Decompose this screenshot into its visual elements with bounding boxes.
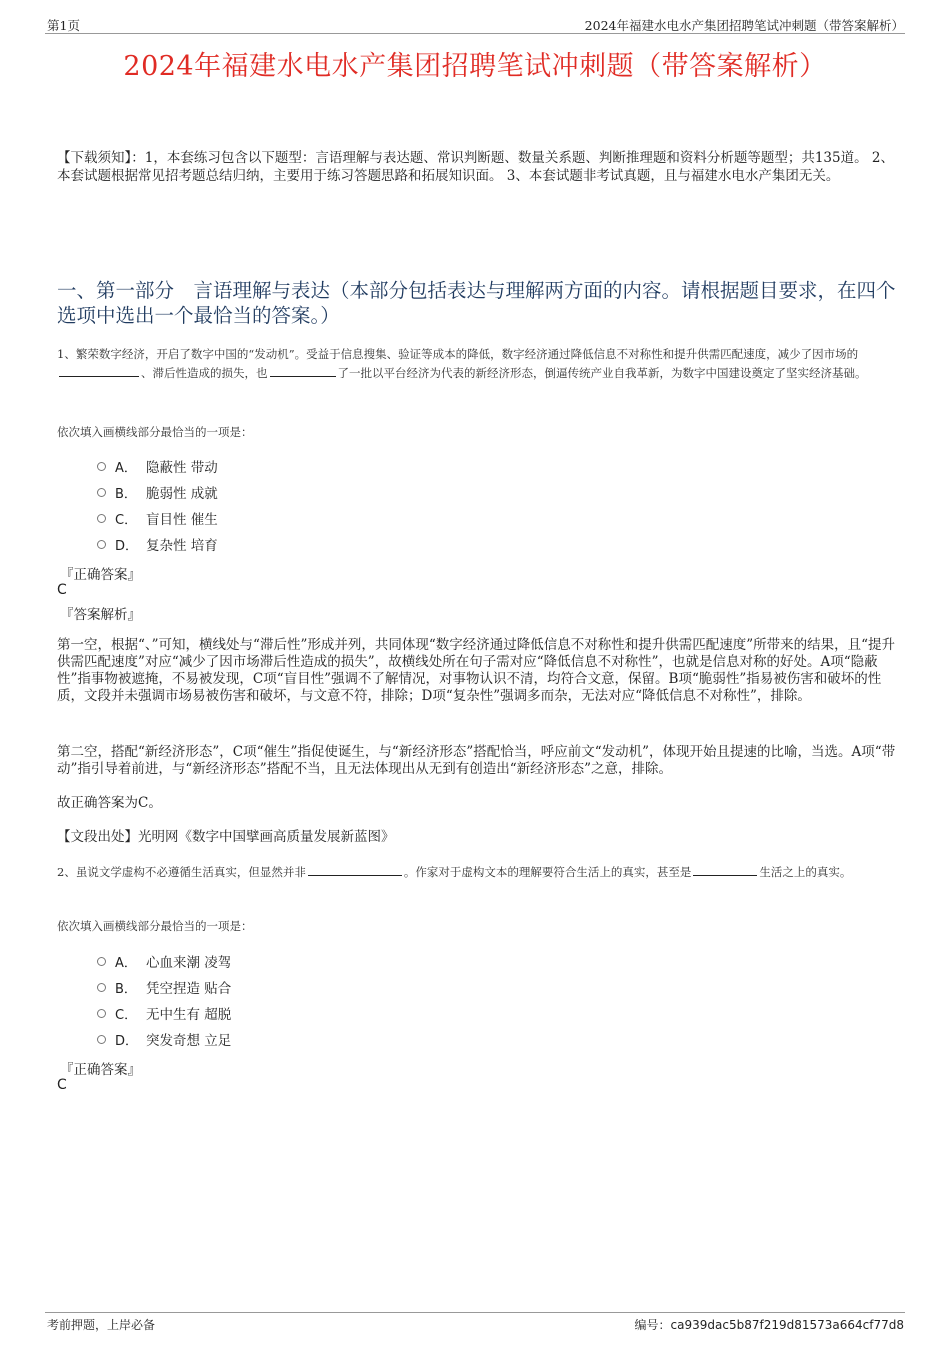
- radio-icon[interactable]: [97, 540, 106, 549]
- q1-prompt: 依次填入画横线部分最恰当的一项是：: [57, 425, 253, 439]
- q1-option-b[interactable]: [97, 482, 218, 502]
- option-letter: A．: [115, 955, 137, 971]
- radio-icon[interactable]: [97, 983, 106, 992]
- radio-icon[interactable]: [97, 488, 106, 497]
- q2-text-part2: 。作家对于虚构文本的理解要符合生活上的真实，甚至是: [403, 865, 692, 879]
- q2-option-c[interactable]: [97, 1003, 231, 1023]
- option-letter: D．: [115, 1033, 139, 1049]
- option-text: 无中生有 超脱: [146, 1007, 232, 1023]
- header-divider: [45, 33, 905, 34]
- option-text: 凭空捏造 贴合: [146, 981, 232, 997]
- question-1-stem: [57, 346, 897, 382]
- q1-analysis-para-2: 第二空，搭配“新经济形态”，C项“催生”指促使诞生，与“新经济形态”搭配恰当，呼应前文“发动机”，体现开始且提速的比喻，当选。A项“带动”指引导着前进，与“新经济形态”搭配不当，且无法体现出从无到有创造出“新经济形态”之意，排除。: [57, 744, 896, 777]
- q1-analysis-para-1: 第一空，根据“、”可知，横线处与“滞后性”形成并列，共同体现“数字经济通过降低信息不对称性和提升供需匹配速度”所带来的结果，且“提升供需匹配速度”对应“减少了因市场滞后性造成的损失”，故横线处所在句子需对应“降低信息不对称性”，也就是信息对称的好处。A项“隐蔽性”指事物被遮掩，不易被发现，C项“盲目性”强调不了解情况，对事物认识不清，均符合文意，保留。B项“脆弱性”指易被伤害和破坏的性质，文段并未强调市场易被伤害和破坏，与文意不符，排除；D项“复杂性”强调多而杂，无法对应“降低信息不对称性”，排除。: [57, 637, 896, 704]
- option-text: 隐蔽性 带动: [146, 460, 218, 476]
- option-text: 脆弱性 成就: [146, 486, 218, 502]
- radio-icon[interactable]: [97, 462, 106, 471]
- question-2-stem: [57, 863, 897, 882]
- option-text: 心血来潮 凌驾: [146, 955, 232, 971]
- q1-source: 【文段出处】光明网《数字中国擘画高质量发展新蓝图》: [57, 829, 395, 845]
- footer-divider: [45, 1312, 905, 1313]
- radio-icon[interactable]: [97, 1035, 106, 1044]
- option-text: 复杂性 培育: [146, 538, 218, 554]
- q1-text-part2: 、滞后性造成的损失，也: [141, 365, 268, 380]
- radio-icon[interactable]: [97, 514, 106, 523]
- q1-answer: C: [57, 582, 67, 598]
- q2-text-part3: 生活之上的真实。: [759, 865, 852, 879]
- page-number: 第1页: [47, 18, 80, 33]
- option-text: 盲目性 催生: [146, 512, 218, 528]
- q2-option-a[interactable]: [97, 951, 231, 971]
- option-letter: D．: [115, 538, 139, 554]
- q2-option-d[interactable]: [97, 1029, 231, 1049]
- radio-icon[interactable]: [97, 1009, 106, 1018]
- q1-answer-label: 『正确答案』: [60, 567, 141, 583]
- option-letter: B．: [115, 486, 137, 502]
- q1-analysis-label: 『答案解析』: [60, 607, 141, 623]
- radio-icon[interactable]: [97, 957, 106, 966]
- q1-blank-2: [270, 364, 336, 377]
- section-heading: 一、第一部分 言语理解与表达（本部分包括表达与理解两方面的内容。请根据题目要求，在四个选项中选出一个最恰当的答案。）: [57, 279, 896, 327]
- q1-analysis-conclusion: 故正确答案为C。: [57, 795, 162, 811]
- q2-prompt: 依次填入画横线部分最恰当的一项是：: [57, 919, 253, 933]
- q2-option-b[interactable]: [97, 977, 231, 997]
- option-letter: A．: [115, 460, 137, 476]
- option-text: 突发奇想 立足: [146, 1033, 232, 1049]
- q2-answer-label: 『正确答案』: [60, 1062, 141, 1078]
- footer-code: [635, 1316, 904, 1333]
- download-notice: 【下载须知】：1，本套练习包含以下题型：言语理解与表达题、常识判断题、数量关系题、判断推理题和资料分析题等题型；共135道。 2、本套试题根据常见招考题总结归纳，主要用于练习答题思路和拓展知识面。 3、本套试题非考试真题，且与福建水电水产集团无关。: [57, 150, 894, 184]
- footer-code-label: 编号：: [634, 1318, 671, 1332]
- q2-blank-1: [308, 863, 402, 876]
- q1-blank-1: [59, 364, 139, 377]
- q2-blank-2: [693, 863, 757, 876]
- page-title: 2024年福建水电水产集团招聘笔试冲刺题（带答案解析）: [123, 51, 827, 82]
- q1-option-d[interactable]: [97, 534, 218, 554]
- q2-text-part1: 2、虽说文学虚构不必遵循生活真实，但显然并非: [57, 865, 306, 879]
- q1-option-a[interactable]: [97, 456, 218, 476]
- footer-slogan: 考前押题，上岸必备: [47, 1318, 156, 1332]
- option-letter: B．: [115, 981, 137, 997]
- q2-answer: C: [57, 1077, 67, 1093]
- q1-text-part3: 了一批以平台经济为代表的新经济形态，倒逼传统产业自我革新，为数字中国建设奠定了坚实经济基础。: [337, 365, 867, 380]
- option-letter: C．: [115, 512, 138, 528]
- q1-text-part1: 1、繁荣数字经济，开启了数字中国的“发动机”。受益于信息搜集、验证等成本的降低，数字经济通过降低信息不对称性和提升供需匹配速度，减少了因市场的: [57, 347, 859, 361]
- option-letter: C．: [115, 1007, 138, 1023]
- header-doc-title: 2024年福建水电水产集团招聘笔试冲刺题（带答案解析）: [584, 18, 904, 33]
- q1-option-c[interactable]: [97, 508, 218, 528]
- footer-code-value: ca939dac5b87f219d81573a664cf77d8: [670, 1318, 904, 1332]
